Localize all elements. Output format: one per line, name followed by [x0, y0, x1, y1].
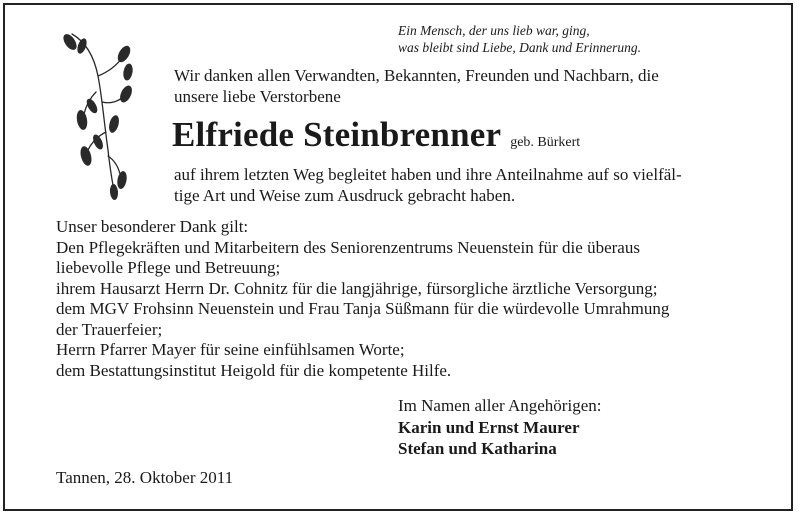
thanks-line-1: auf ihrem letzten Weg begleitet haben und ihre Anteilnahme auf so vielfäl- — [174, 165, 682, 184]
poem-line-2: was bleibt sind Liebe, Dank und Erinnerung. — [398, 40, 641, 55]
mourner-name: Stefan und Katharina — [398, 438, 557, 458]
memorial-poem — [398, 22, 641, 56]
intro-line-1: Wir danken allen Verwandten, Bekannten, Freunden und Nachbarn, die — [174, 66, 659, 85]
special-thanks-line: liebevolle Pflege und Betreuung; — [56, 258, 281, 277]
special-thanks-line: der Trauerfeier; — [56, 319, 163, 339]
signoff-intro: Im Namen aller Angehörigen: — [398, 396, 602, 415]
thanks-paragraph — [174, 165, 682, 206]
deceased-name: Elfriede Steinbrenner — [172, 115, 502, 154]
place-date: Tannen, 28. Oktober 2011 — [56, 468, 234, 487]
deceased-name-line — [172, 115, 580, 155]
maiden-name: geb. Bürkert — [510, 135, 581, 150]
poem-line-1: Ein Mensch, der uns lieb war, ging, — [398, 23, 590, 38]
special-thanks-line: Den Pflegekräften und Mitarbeitern des Seniorenzentrums Neuenstein für die überaus — [56, 237, 640, 257]
intro-paragraph — [174, 66, 659, 107]
mourner-names — [398, 418, 580, 459]
mourner-name: Karin und Ernst Maurer — [398, 418, 580, 437]
special-thanks-section — [56, 217, 669, 381]
special-thanks-line: Herrn Pfarrer Mayer für seine einfühlsamen Worte; — [56, 340, 405, 359]
intro-line-2: unsere liebe Verstorbene — [174, 86, 341, 106]
special-thanks-line: ihrem Hausarzt Herrn Dr. Cohnitz für die langjährige, fürsorgliche ärztliche Versorgung; — [56, 278, 658, 298]
special-thanks-line: dem Bestattungsinstitut Heigold für die kompetente Hilfe. — [56, 360, 452, 380]
special-thanks-line: dem MGV Frohsinn Neuenstein und Frau Tanja Süßmann für die würdevolle Umrahmung — [56, 299, 670, 318]
thanks-line-2: tige Art und Weise zum Ausdruck gebracht haben. — [174, 185, 516, 205]
birch-branch-icon — [58, 32, 138, 202]
special-thanks-line: Unser besonderer Dank gilt: — [56, 217, 249, 236]
